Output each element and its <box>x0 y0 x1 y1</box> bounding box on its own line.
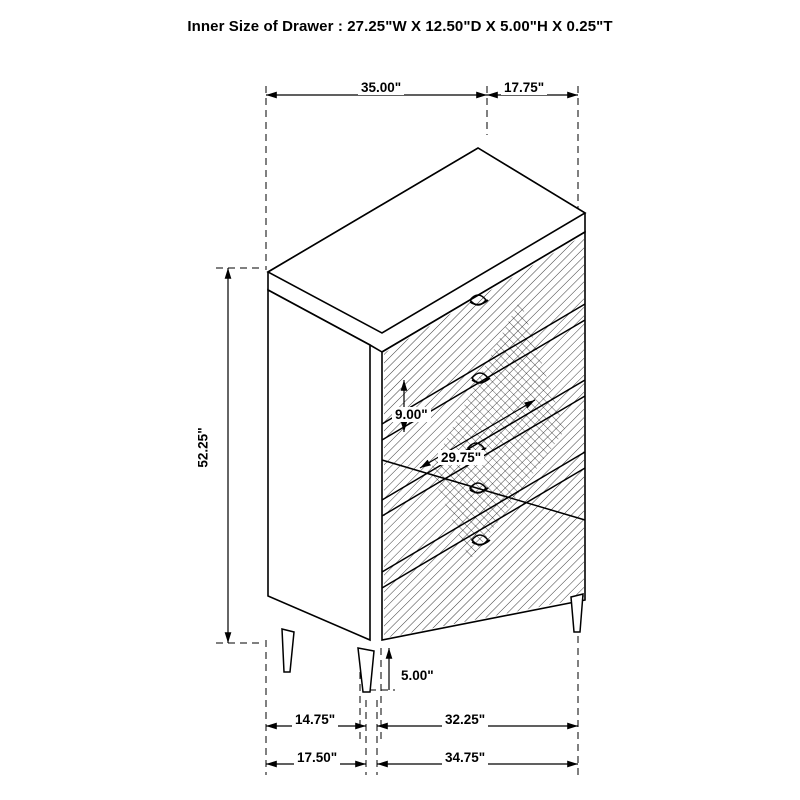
page-title: Inner Size of Drawer : 27.25"W X 12.50"D X 5.00"H X 0.25"T <box>187 18 613 35</box>
label-top-width-side: 17.75" <box>501 80 547 95</box>
label-base-right: 32.25" <box>442 712 488 727</box>
label-bottom-left: 17.50" <box>294 750 340 765</box>
label-leg-height: 5.00" <box>398 668 437 683</box>
label-bottom-right: 34.75" <box>442 750 488 765</box>
label-drawer-height: 9.00" <box>392 407 431 422</box>
label-base-left: 14.75" <box>292 712 338 727</box>
bottom-tick-lines <box>366 700 377 775</box>
label-drawer-width: 29.75" <box>438 450 484 465</box>
label-top-width-front: 35.00" <box>358 80 404 95</box>
label-overall-height: 52.25" <box>196 424 211 470</box>
